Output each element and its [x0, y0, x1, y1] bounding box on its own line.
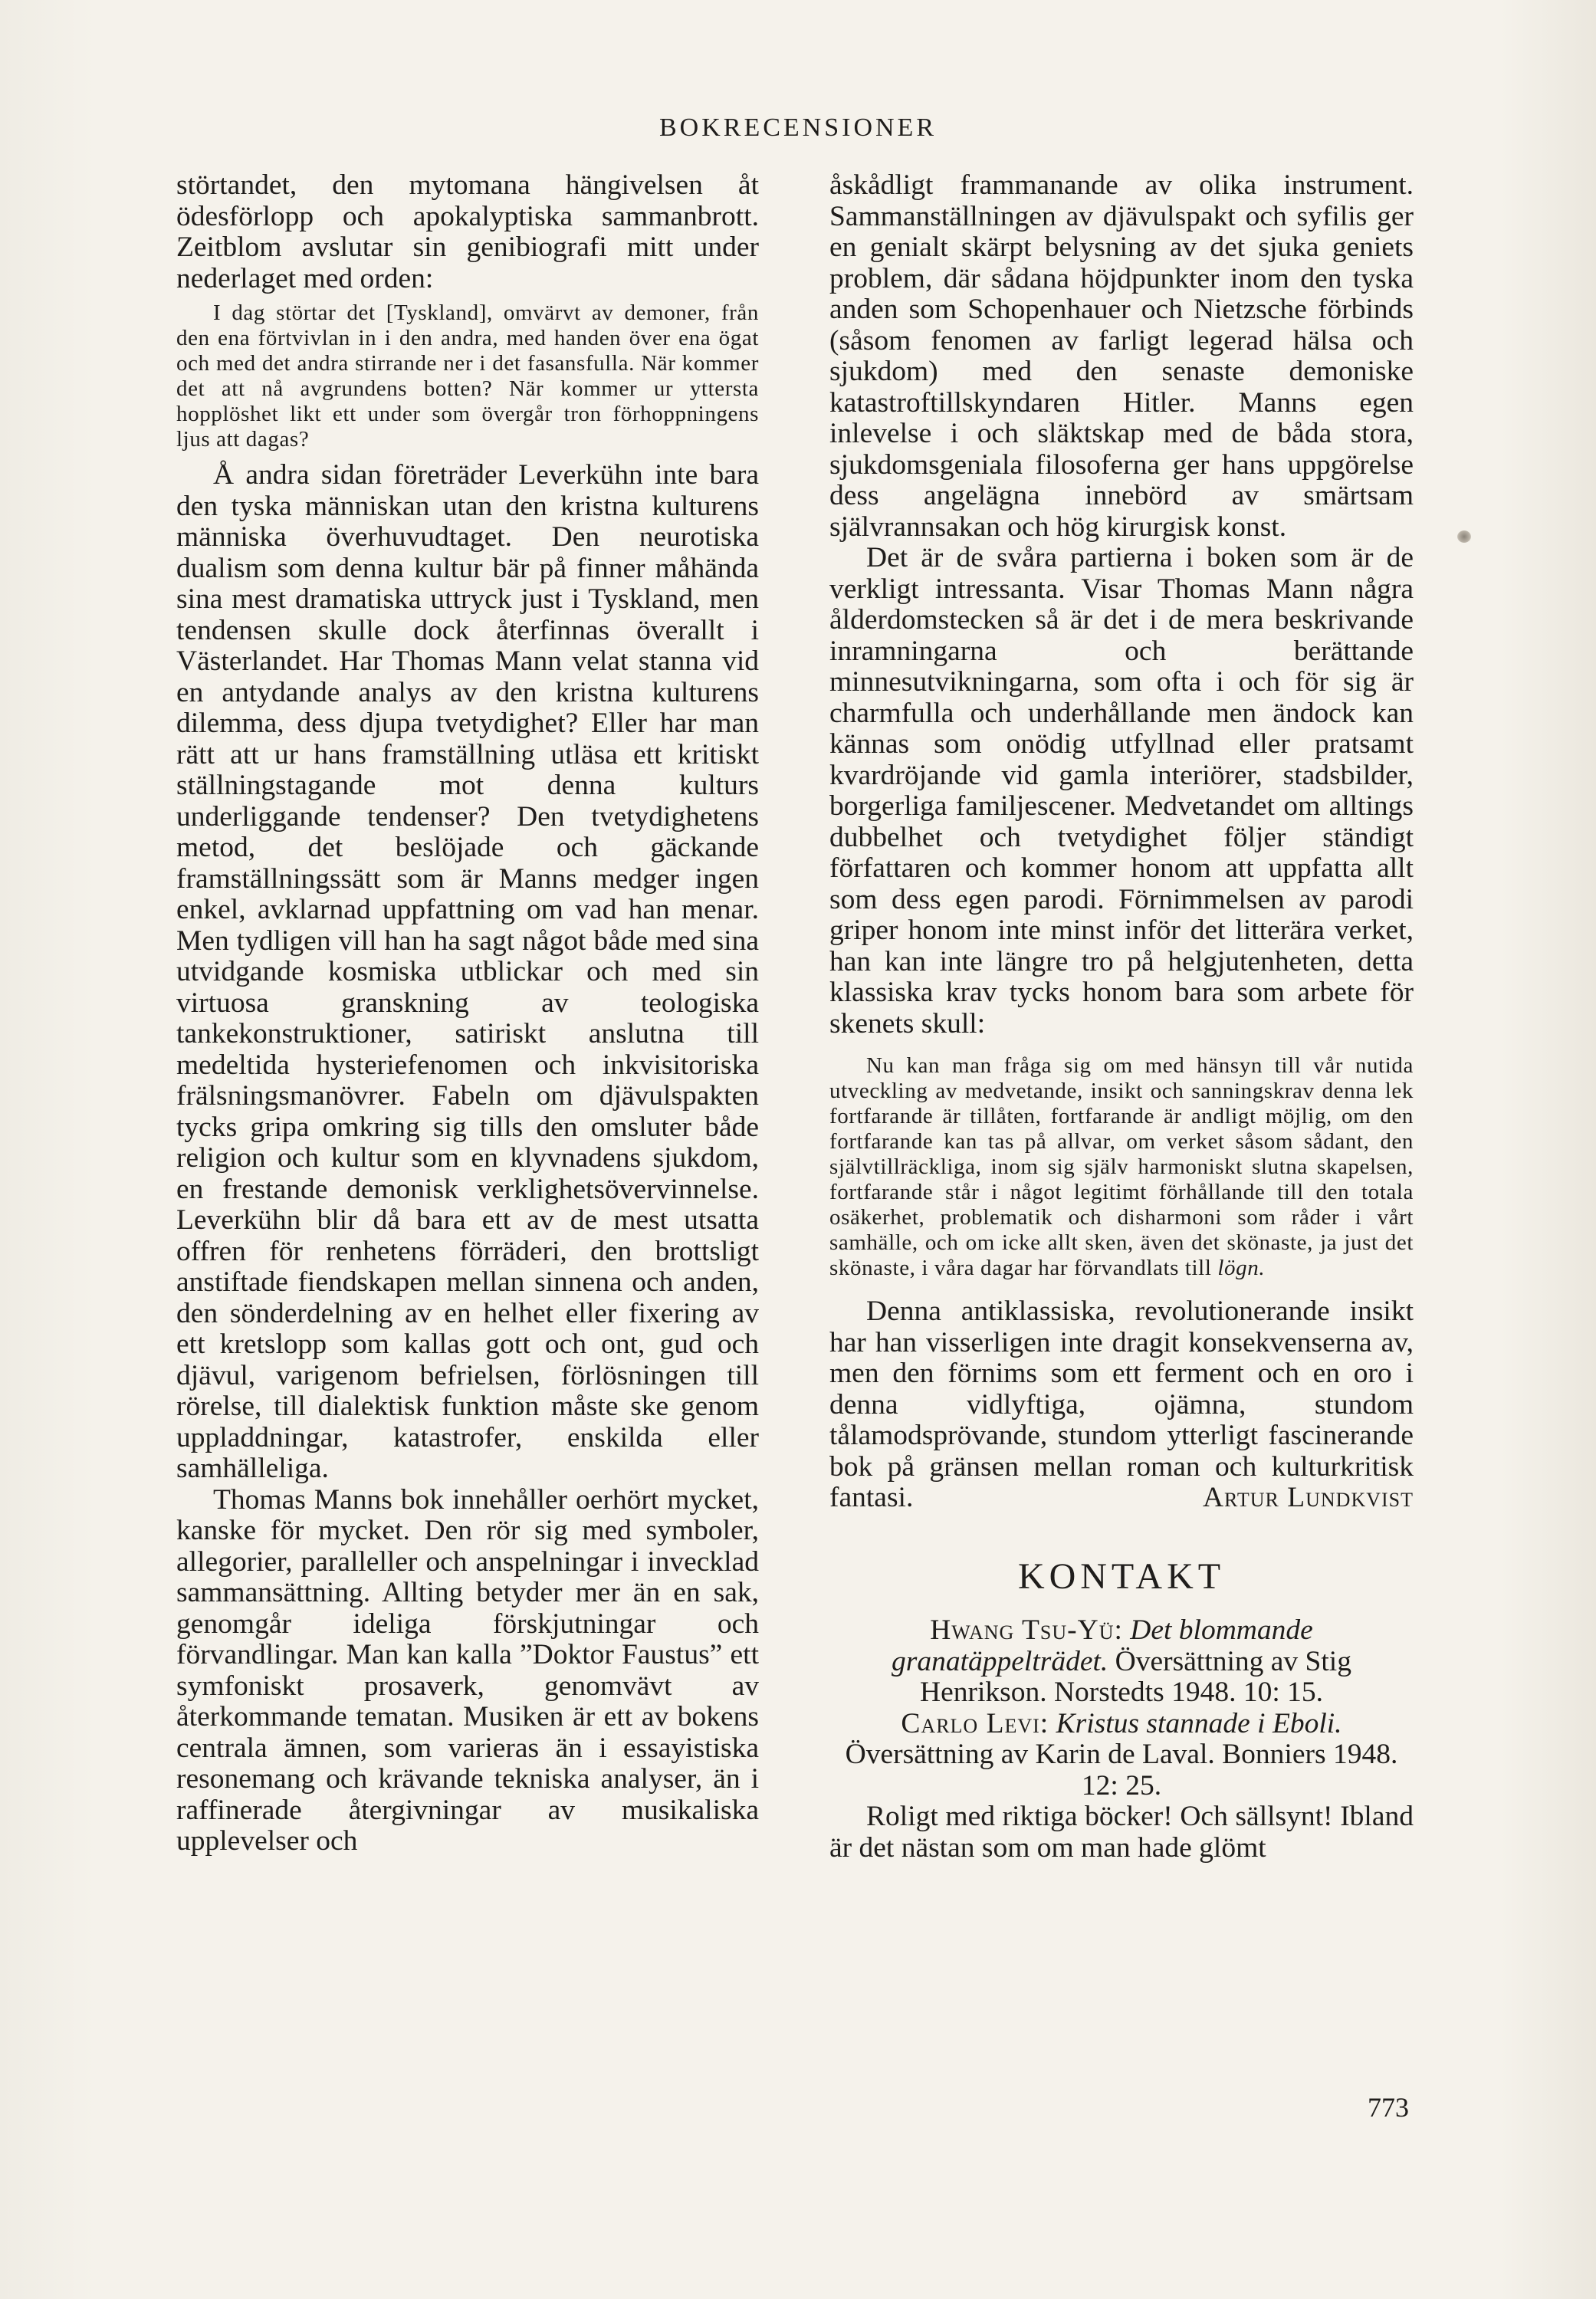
left-quote-text: I dag störtar det [Tyskland], omvärvt av demoner, från den ena förtvivlan in i den andra, med handen över ena ögat och med det andra stirrande ner i det fasansfulla. När kommer det att nå avgrundens botten? När kommer ur yttersta hopplöshet likt ett under som övergår tron förhoppningens ljus att dagas?: [176, 301, 759, 452]
running-head: BOKRECENSIONER: [658, 113, 938, 142]
right-paragraph-4: Roligt med riktiga böcker! Och sällsynt! Ibland är det nästan som om man hade glömt: [829, 1801, 1414, 1864]
entry-2-author: Carlo Levi:: [901, 1707, 1049, 1739]
book-entry-1: [829, 1615, 1414, 1709]
right-quote-italic-end: lögn.: [1217, 1256, 1266, 1280]
paper-speck: [1457, 530, 1471, 543]
right-block-quote: [829, 1053, 1414, 1281]
review-signature: Artur Lundkvist: [1202, 1482, 1414, 1513]
right-paragraph-3: [829, 1296, 1414, 1514]
left-paragraph-2: Å andra sidan företräder Leverkühn inte bara den tyska människan utan den kristna kulturens människa överhuvudtaget. Den neurotiska dualism som denna kultur bär på finner måhända sina mest dramatiska uttryck just i Tyskland, men tendensen skulle dock återfinnas överallt i Västerlandet. Har Thomas Mann velat stanna vid en antydande analys av den kristna kulturens dilemma, dess djupa tvetydighet? Eller har man rätt att ur hans framställning utläsa ett kritiskt ställningstagande mot denna kulturs underliggande tendenser? Den tvetydighetens metod, det beslöjade och gäckande framställningssätt som är Manns medger ingen enkel, avklarnad uppfattning om vad han menar. Men tydligen vill han ha sagt något både med sina utvidgande kosmiska utblickar och med sin virtuosa granskning av teologiska tankekonstruktioner, satiriskt anslutna till medeltida hysteriefenomen och inkvisitoriska frälsningsmanövrer. Fabeln om djävulspakten tycks gripa omkring sig tills den omsluter både religion och kultur som en klyvnadens sjukdom, en frestande demonisk verklighetsövervinnelse. Leverkühn blir då bara ett av de mest utsatta offren för renhetens förräderi, den brottsligt anstiftade fiendskapen mellan sinnena och anden, den sönderdelning av en helhet eller fixering av ett kretslopp som kallas gott och ont, gud och djävul, varigenom befrielsen, förlösningen till rörelse, till dialektisk funktion måste ske genom uppladdningar, katastrofer, enskilda eller samhälleliga.: [176, 459, 759, 1484]
section-title-kontakt: KONTAKT: [1017, 1555, 1226, 1597]
entry-1-author: Hwang Tsu-Yü:: [930, 1614, 1123, 1646]
right-column: [829, 170, 1414, 1864]
entry-1-title: Det blommande granatäppelträdet.: [892, 1614, 1313, 1677]
entry-2-details: Översättning av Karin de Laval. Bonniers 1948. 12: 25.: [845, 1739, 1398, 1801]
right-paragraph-1: åskådligt frammanande av olika instrument. Sammanställningen av djävulspakt och syfilis ger en genialt skärpt belysning av det sjuka geniets problem, där sådana höjdpunkter inom den tyska anden som Schopenhauer och Nietzsche förbinds (såsom fenomen av farligt legerad hälsa och sjukdom) med den senaste demoniske katastroftillskyndaren Hitler. Manns egen inlevelse i och släktskap med de båda stora, sjukdomsgeniala filosoferna ger hans uppgörelse dess angelägna innebörd av smärtsam självrannsakan och hög kirurgisk konst.: [829, 169, 1414, 543]
page-number: 773: [1368, 2092, 1409, 2123]
left-block-quote: [176, 301, 759, 452]
right-paragraph-3-text: Denna antiklassiska, revolutionerande insikt har han visserligen inte dragit konsekvenserna av, men den förnims som ett ferment och en oro i denna vidlyftiga, ojämna, stundom tålamodsprövande, stundom ytterligt fascinerande bok på gränsen mellan roman och kulturkritisk fantasi.: [829, 1296, 1414, 1513]
left-paragraph-1: störtandet, den mytomana hängivelsen åt ödesförlopp och apokalyptiska sammanbrott. Zeitblom avslutar sin genibiografi mitt under nederlaget med orden:: [176, 169, 759, 294]
right-quote-body: Nu kan man fråga sig om med hänsyn till vår nutida utveckling av medvetande, insikt och sanningskrav denna lek fortfarande är tillåten, fortfarande är andligt möjlig, om den fortfarande kan tas på allvar, om verket såsom sådant, den självtillräckliga, inom sig själv harmoniskt slutna skapelsen, fortfarande står i något legitimt förhållande till den totala osäkerhet, problematik och disharmoni som råder i vårt samhälle, och om icke allt sken, även det skönaste, ja just det skönaste, i våra dagar har förvandlats till: [829, 1053, 1414, 1280]
right-quote-text: [829, 1053, 1414, 1281]
entry-1-details: Översättning av Stig Henrikson. Norstedts 1948. 10: 15.: [919, 1645, 1351, 1708]
left-paragraph-3: Thomas Manns bok innehåller oerhört mycket, kanske för mycket. Den rör sig med symboler, allegorier, paralleller och anspelningar i invecklad sammansättning. Allting betyder mer än en sak, genomgår ideliga förskjutningar och förvandlingar. Man kan kalla ”Doktor Faustus” ett symfoniskt prosaverk, genomvävt av återkommande tematan. Musiken är ett av bokens centrala ämnen, som varieras än i essayistiska resonemang och krävande tekniska analyser, än i raffinerade återgivningar av musikaliska upplevelser och: [176, 1483, 759, 1857]
book-entry-2: [829, 1709, 1414, 1802]
entry-2-title: Kristus stannade i Eboli.: [1056, 1707, 1342, 1739]
left-column: [176, 170, 759, 1857]
right-paragraph-2: Det är de svåra partierna i boken som är de verkligt intressanta. Visar Thomas Mann några ålderdomstecken så är det i de mera beskrivande inramningarna och berättande minnesutvikningarna, som ofta i och för sig är charmfulla och underhållande men ändock kan kännas som onödig utfyllnad eller pratsamt kvardröjande vid gamla interiörer, stadsbilder, borgerliga familjescener. Medvetandet om alltings dubbelhet och tvetydighet följer ständigt författaren och kommer honom att uppfatta allt som dess egen parodi. Förnimmelsen av parodi griper honom inte minst inför det litterära verket, han kan inte längre tro på helgjutenheten, detta klassiska krav tycks honom bara som arbete för skenets skull:: [829, 542, 1414, 1039]
